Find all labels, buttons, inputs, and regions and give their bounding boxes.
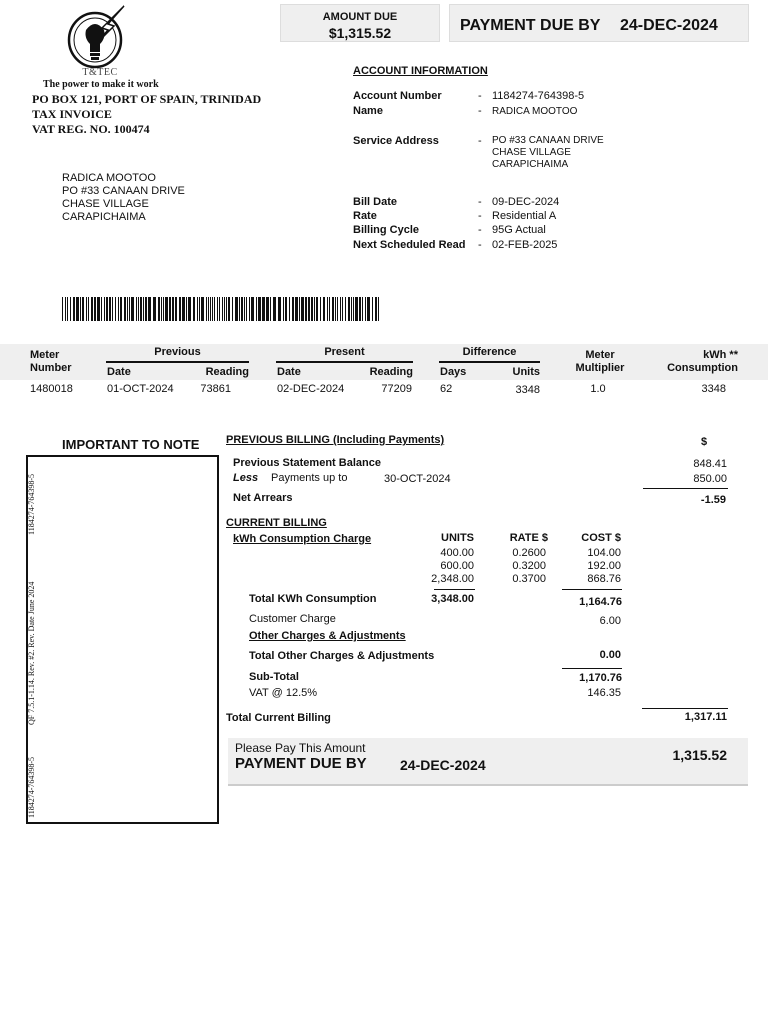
company-info [32,92,261,137]
units-value: 3348 [515,384,540,396]
prev-balance-value: 848.41 [693,458,727,470]
billing-cycle: 95G Actual [492,224,546,236]
logo-text: T&TEC [82,67,118,78]
meter-number-header [30,349,72,375]
company-address: PO BOX 121, PORT OF SPAIN, TRINIDAD [32,92,262,106]
side-reference-bottom: 1184274-764398-5 [27,756,36,818]
other-charges-heading: Other Charges & Adjustments [249,630,406,642]
prev-balance-label: Previous Statement Balance [233,457,381,469]
consumption-value: 3348 [701,383,726,395]
amount-due-value: $1,315.52 [328,25,392,41]
pres-date: 02-DEC-2024 [277,383,345,395]
total-kwh-cost: 1,164.76 [579,596,622,608]
customer-charge-label: Customer Charge [249,613,336,625]
customer-address [62,172,185,224]
total-kwh-units: 3,348.00 [431,593,474,605]
company-tagline: The power to make it work [43,79,159,90]
amount-due-label: AMOUNT DUE [322,11,398,23]
cost-column-header: COST $ [581,532,621,544]
please-pay-label: Please Pay This Amount [235,741,366,755]
present-header: Present [324,346,365,358]
barcode-icon [62,297,380,321]
next-read-label: Next Scheduled Read [353,239,466,251]
bill-date: 09-DEC-2024 [492,196,560,208]
bill-date-label: Bill Date [353,196,398,208]
kwh-charge-heading: kWh Consumption Charge [233,533,372,545]
units-column-header: UNITS [441,532,474,544]
pay-due-label: PAYMENT DUE BY [235,755,367,772]
service-address-line: CARAPICHAIMA [492,159,569,170]
service-address-label: Service Address [353,135,439,147]
side-reference-top: 1184274-764398-5 [27,473,36,535]
billing-cycle-label: Billing Cycle [353,224,420,236]
previous-header: Previous [154,346,201,358]
service-address [492,135,604,171]
dash: - [478,210,482,222]
pay-amount-value: 1,315.52 [672,747,727,763]
pres-reading: 77209 [381,383,412,395]
pay-amount-box [228,738,748,786]
rate-label: Rate [353,210,377,222]
subtotal-value: 1,170.76 [579,672,622,684]
customer-address-line: CHASE VILLAGE [62,198,149,210]
pres-reading-header: Reading [369,366,413,378]
tier-cost: 192.00 [587,560,621,572]
tier-units [410,547,474,586]
currency-symbol: $ [701,436,708,448]
payments-label: Payments up to [271,472,348,484]
header-text: Number [30,362,72,374]
rate-column-header: RATE $ [509,532,548,544]
tier-unit: 2,348.00 [431,573,474,585]
header-text: Multiplier [575,362,625,374]
total-current-label: Total Current Billing [226,712,331,724]
customer-address-line: CARAPICHAIMA [62,211,146,223]
customer-address-line: PO #33 CANAAN DRIVE [62,185,185,197]
tier-cost: 868.76 [587,573,621,585]
tier-costs [560,547,621,586]
units-header: Units [512,366,540,378]
important-note-box [26,455,219,824]
multiplier-value: 1.0 [590,383,606,395]
tier-rate: 0.2600 [512,547,546,559]
total-kwh-label: Total KWh Consumption [249,593,377,605]
meter-number: 1480018 [30,383,73,395]
side-reference-mid: QF 7.5.1-1.14. Rev. #2. Rev. Date June 2024 [27,581,36,725]
payments-date: 30-OCT-2024 [384,473,451,485]
company-logo-icon [62,4,132,76]
total-other-value: 0.00 [599,649,621,661]
document-type: TAX INVOICE [32,107,112,121]
dash: - [478,105,482,117]
current-billing-heading: CURRENT BILLING [226,517,327,529]
payment-due-date: 24-DEC-2024 [620,17,718,34]
header-text: Meter [30,349,60,361]
prev-date: 01-OCT-2024 [107,383,174,395]
name-label: Name [353,105,383,117]
days-header: Days [440,366,467,378]
tier-rate: 0.3200 [512,560,546,572]
rate-value: Residential A [492,210,557,222]
net-arrears-label: Net Arrears [233,492,293,504]
payment-due-box [449,4,749,42]
tier-cost: 104.00 [587,547,621,559]
amount-due-box [280,4,440,42]
header-text: Meter [585,349,615,361]
total-other-label: Total Other Charges & Adjustments [249,650,435,662]
tier-unit: 600.00 [440,560,474,572]
tier-rate: 0.3700 [512,573,546,585]
payment-due-label: PAYMENT DUE BY [460,17,601,34]
vat-registration: VAT REG. NO. 100474 [32,122,150,136]
days-value: 62 [440,383,453,395]
vat-label: VAT @ 12.5% [249,687,318,699]
service-address-line: CHASE VILLAGE [492,147,571,158]
service-address-line: PO #33 CANAAN DRIVE [492,135,604,146]
account-number: 1184274-764398-5 [492,90,585,102]
vat-value: 146.35 [587,687,621,699]
pres-date-header: Date [277,366,301,378]
account-name: RADICA MOOTOO [492,106,578,117]
next-read-date: 02-FEB-2025 [492,239,558,251]
tier-rates [490,547,546,586]
prev-reading: 73861 [200,383,231,395]
prev-date-header: Date [107,366,131,378]
pay-due-date: 24-DEC-2024 [400,757,486,773]
account-number-label: Account Number [353,90,442,102]
header-text: kWh ** [703,349,738,361]
header-text: Consumption [667,362,738,374]
previous-billing-heading: PREVIOUS BILLING (Including Payments) [226,434,445,446]
dash: - [478,90,482,102]
payments-value: 850.00 [693,473,727,485]
total-current-value: 1,317.11 [684,711,727,723]
difference-header: Difference [462,346,517,358]
dash: - [478,224,482,236]
account-info-heading: ACCOUNT INFORMATION [353,65,488,77]
subtotal-label: Sub-Total [249,671,299,683]
dash: - [478,196,482,208]
customer-charge-value: 6.00 [599,615,621,627]
multiplier-header [565,349,635,375]
less-label: Less [233,472,259,484]
dash: - [478,135,482,147]
customer-address-line: RADICA MOOTOO [62,172,156,184]
prev-reading-header: Reading [205,366,249,378]
dash: - [478,239,482,251]
consumption-header [650,349,738,375]
important-note-title: IMPORTANT TO NOTE [62,437,200,452]
net-arrears-value: -1.59 [700,494,726,506]
tier-unit: 400.00 [440,547,474,559]
